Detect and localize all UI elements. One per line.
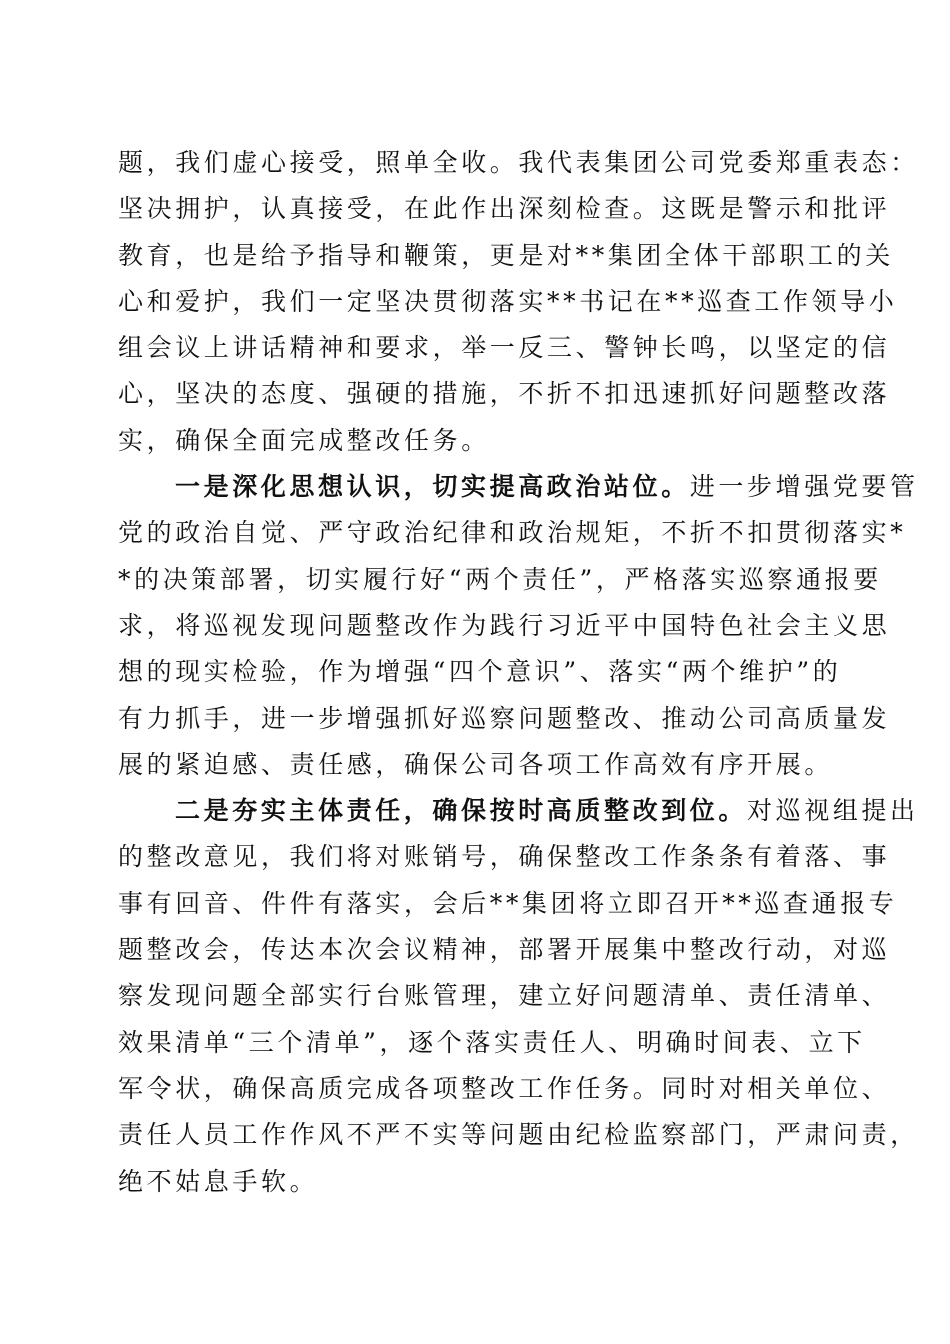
text-line: 事有回音、件件有落实，会后**集团将立即召开**巡查通报专 [118, 888, 898, 918]
text-line: 题整改会，传达本次会议精神，部署开展集中整改行动，对巡 [118, 935, 891, 965]
text-line: 教育，也是给予指导和鞭策，更是对**集团全体干部职工的关 [118, 240, 894, 270]
text-line [118, 464, 919, 510]
text-line: 党的政治自觉、严守政治纪律和政治规矩，不折不扣贯彻落实* [118, 518, 907, 548]
paragraph-2 [118, 464, 919, 788]
text-span: 进一步增强党要管 [689, 472, 919, 502]
text-line: 察发现问题全部实行台账管理，建立好问题清单、责任清单、 [118, 981, 891, 1011]
text-span: 对巡视组提出 [747, 796, 919, 826]
paragraph-heading: 二是夯实主体责任，确保按时高质整改到位。 [175, 796, 748, 826]
paragraph-1 [118, 140, 919, 464]
text-line: 绝不姑息手软。 [118, 1166, 319, 1196]
text-line [118, 788, 919, 834]
paragraph-heading: 一是深化思想认识，切实提高政治站位。 [175, 472, 690, 502]
body-text [118, 140, 919, 1205]
text-line: 坚决拥护，认真接受，在此作出深刻检查。这既是警示和批评 [118, 194, 891, 224]
text-line: 实，确保全面完成整改任务。 [118, 425, 490, 455]
text-line: 心，坚决的态度、强硬的措施，不折不扣迅速抓好问题整改落 [118, 379, 891, 409]
paragraph-3 [118, 788, 919, 1205]
text-line: 求，将巡视发现问题整改作为践行习近平中国特色社会主义思 [118, 610, 891, 640]
text-line: 的整改意见，我们将对账销号，确保整改工作条条有着落、事 [118, 842, 891, 872]
text-line: 题，我们虚心接受，照单全收。我代表集团公司党委郑重表态： [118, 148, 919, 177]
text-line: 责任人员工作作风不严不实等问题由纪检监察部门，严肃问责， [118, 1120, 919, 1150]
text-line: 有力抓手，进一步增强抓好巡察问题整改、推动公司高质量发 [118, 703, 891, 733]
text-line: 组会议上讲话精神和要求，举一反三、警钟长鸣，以坚定的信 [118, 333, 891, 363]
text-line: 展的紧迫感、责任感，确保公司各项工作高效有序开展。 [118, 749, 834, 779]
text-line: 想的现实检验，作为增强“四个意识”、落实“两个维护”的 [118, 657, 842, 687]
text-line: 效果清单“三个清单”，逐个落实责任人、明确时间表、立下 [118, 1027, 866, 1057]
text-line: *的决策部署，切实履行好“两个责任”，严格落实巡察通报要 [118, 564, 882, 594]
text-line: 军令状，确保高质完成各项整改工作任务。同时对相关单位、 [118, 1073, 891, 1103]
text-line: 心和爱护，我们一定坚决贯彻落实**书记在**巡查工作领导小 [118, 286, 898, 316]
